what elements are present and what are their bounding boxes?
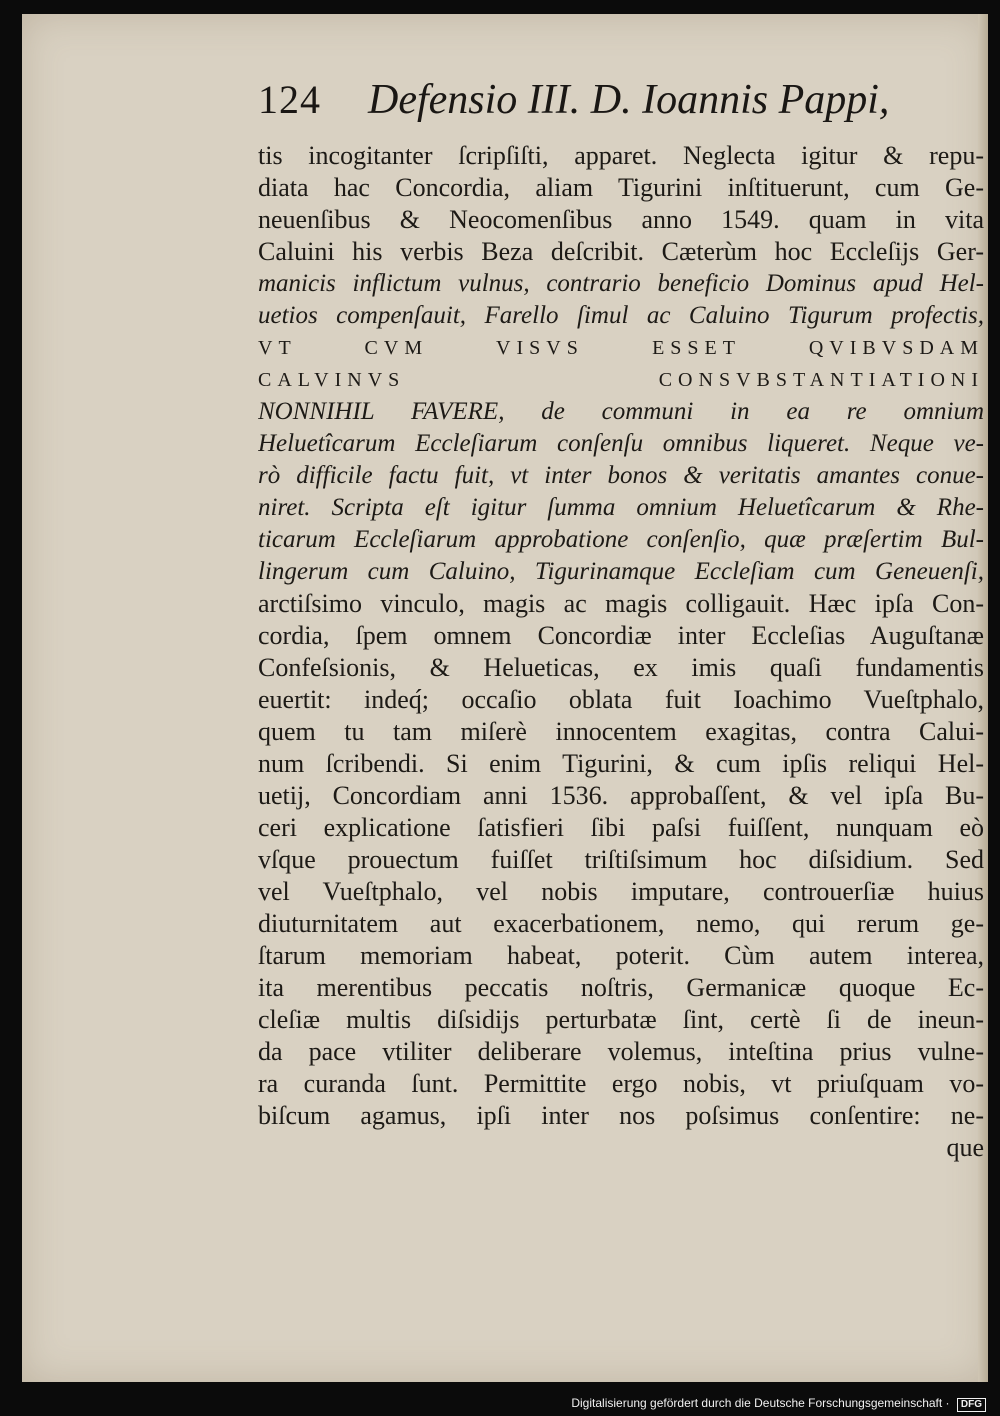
text-line: cordia, ſpem omnem Concordiæ inter Eccleſias Auguſtanæ bbox=[258, 621, 984, 650]
text-line: ceri explicatione ſatisfieri ſibi paſsi fuiſſent, nunquam eò bbox=[258, 813, 984, 842]
text-line: niret. Scripta eſt igitur ſumma omnium Heluetîcarum & Rhe- bbox=[258, 494, 984, 521]
text-line: VT CVM VISVS ESSET QVIBVSDAM bbox=[258, 337, 984, 359]
text-line: uetios compenſauit, Farello ſimul ac Caluino Tigurum profectis, bbox=[258, 302, 984, 329]
text-line: tis incogitanter ſcripſiſti, apparet. Neglecta igitur & repu- bbox=[258, 141, 984, 170]
running-head: Defensio III. D. Ioannis Pappi, bbox=[368, 77, 890, 123]
text-line: CALVINVS CONSVBSTANTIATIONI bbox=[258, 369, 984, 391]
text-line: num ſcribendi. Si enim Tigurini, & cum ipſis reliqui Hel- bbox=[258, 749, 984, 778]
book-page bbox=[22, 14, 988, 1382]
page-header bbox=[258, 76, 978, 132]
text-line: neuenſibus & Neocomenſibus anno 1549. quam in vita bbox=[258, 205, 984, 234]
text-line: ticarum Eccleſiarum approbatione conſenſio, quæ præſertim Bul- bbox=[258, 526, 984, 553]
text-line: Confeſsionis, & Helueticas, ex imis quaſi fundamentis bbox=[258, 653, 984, 682]
text-line: euertit: indeq́; occaſio oblata fuit Ioachimo Vueſtphalo, bbox=[258, 685, 984, 714]
text-line: NONNIHIL FAVERE, de communi in ea re omnium bbox=[258, 398, 984, 425]
text-line: ra curanda ſunt. Permittite ergo nobis, vt priuſquam vo- bbox=[258, 1069, 984, 1098]
text-line: ita merentibus peccatis noſtris, Germanicæ quoque Ec- bbox=[258, 973, 984, 1002]
text-line: vſque prouectum fuiſſet triſtiſsimum hoc diſsidium. Sed bbox=[258, 845, 984, 874]
text-line: vel Vueſtphalo, vel nobis imputare, controuerſiæ huius bbox=[258, 877, 984, 906]
text-line: diata hac Concordia, aliam Tigurini inſtituerunt, cum Ge- bbox=[258, 173, 984, 202]
text-line: cleſiæ multis diſsidijs perturbatæ ſint, certè ſi de ineun- bbox=[258, 1005, 984, 1034]
body-text bbox=[258, 140, 984, 1164]
catchword: que bbox=[946, 1133, 984, 1162]
text-line: Caluini his verbis Beza deſcribit. Cæterùm hoc Eccleſijs Ger- bbox=[258, 237, 984, 266]
text-line: lingerum cum Caluino, Tigurinamque Eccleſiam cum Geneuenſi, bbox=[258, 558, 984, 585]
text-line: rò difficile factu fuit, vt inter bonos & veritatis amantes conue- bbox=[258, 462, 984, 489]
text-line: da pace vtiliter deliberare volemus, inteſtina prius vulne- bbox=[258, 1037, 984, 1066]
text-line: quem tu tam miſerè innocentem exagitas, contra Calui- bbox=[258, 717, 984, 746]
text-line: ſtarum memoriam habeat, poterit. Cùm autem interea, bbox=[258, 941, 984, 970]
page-number: 124 bbox=[258, 77, 321, 122]
text-line: biſcum agamus, ipſi inter nos poſsimus conſentire: ne- bbox=[258, 1101, 984, 1130]
text-line: manicis inflictum vulnus, contrario beneficio Dominus apud Hel- bbox=[258, 270, 984, 297]
text-line: arctiſsimo vinculo, magis ac magis colligauit. Hæc ipſa Con- bbox=[258, 589, 984, 618]
text-line: diuturnitatem aut exacerbationem, nemo, qui rerum ge- bbox=[258, 909, 984, 938]
dfg-logo: DFG bbox=[957, 1398, 986, 1412]
footer-text: Digitalisierung gefördert durch die Deutsche Forschungsgemeinschaft · bbox=[571, 1396, 950, 1410]
text-line: Heluetîcarum Eccleſiarum conſenſu omnibus liqueret. Neque ve- bbox=[258, 430, 984, 457]
digitization-credit bbox=[571, 1396, 986, 1412]
text-line: uetij, Concordiam anni 1536. approbaſſent, & vel ipſa Bu- bbox=[258, 781, 984, 810]
